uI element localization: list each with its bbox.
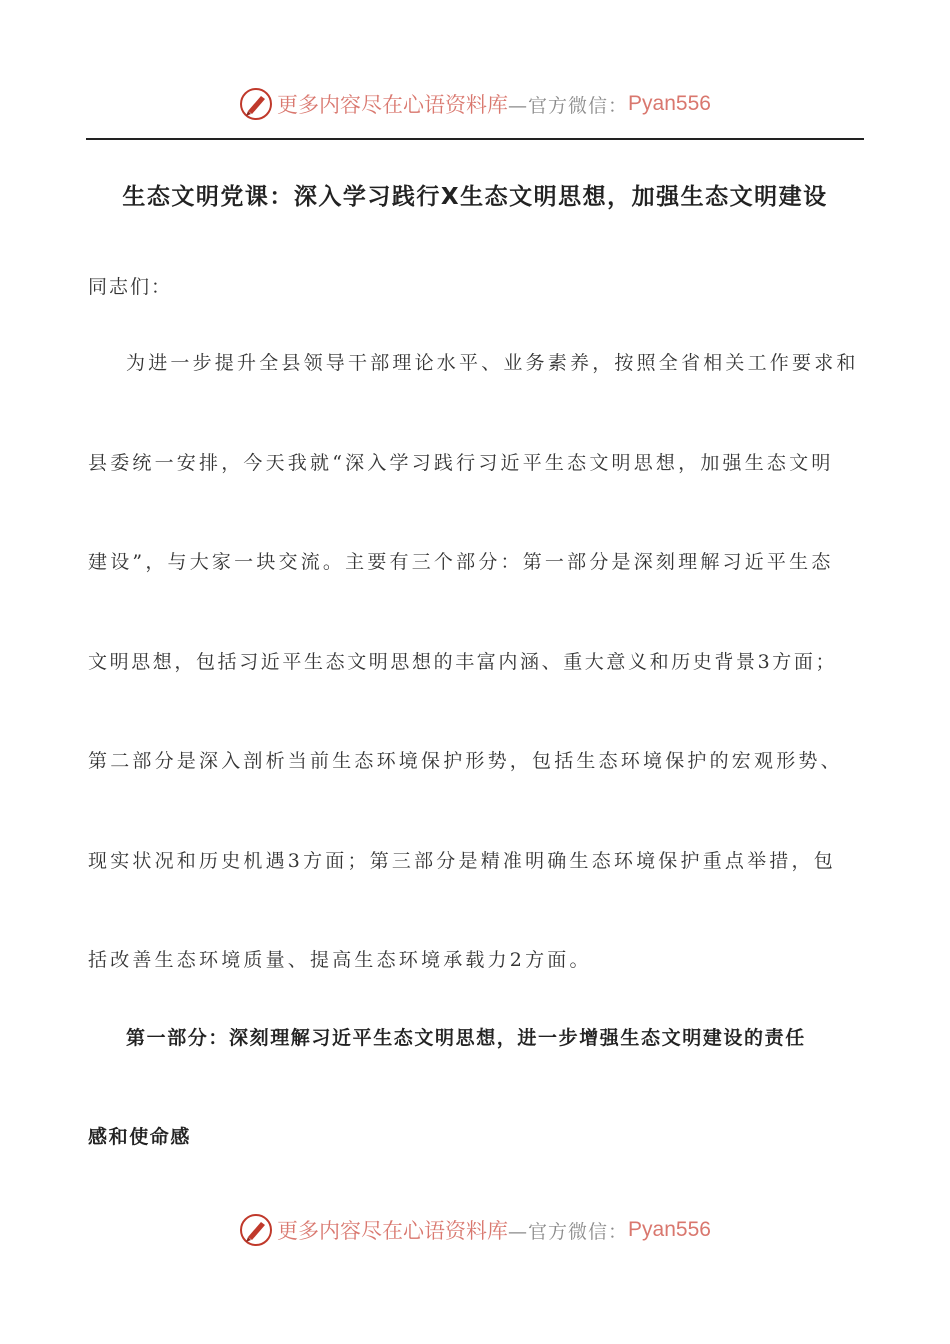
paragraph-line: 括改善生态环境质量、提高生态环境承载力2方面。: [88, 949, 592, 971]
pen-logo-icon: [239, 87, 273, 121]
watermark-wechat-id: Pyan556: [628, 92, 711, 115]
watermark-gray-text: —官方微信：: [508, 94, 629, 117]
document-title: 生态文明党课：深入学习践行X生态文明思想，加强生态文明建设: [122, 184, 828, 210]
section-heading-line: 感和使命感: [88, 1126, 192, 1148]
watermark-wechat-id: Pyan556: [628, 1218, 711, 1241]
header-divider: [86, 138, 864, 140]
paragraph-line: 建设”，与大家一块交流。主要有三个部分：第一部分是深刻理解习近平生态: [88, 551, 834, 573]
paragraph-line: 文明思想，包括习近平生态文明思想的丰富内涵、重大意义和历史背景3方面；: [88, 651, 838, 673]
watermark-red-text: 更多内容尽在心语资料库: [277, 1219, 509, 1243]
paragraph-line: 第二部分是深入剖析当前生态环境保护形势，包括生态环境保护的宏观形势、: [88, 750, 843, 772]
paragraph-line: 现实状况和历史机遇3方面；第三部分是精准明确生态环境保护重点举措，包: [88, 850, 836, 872]
paragraph-line: 县委统一安排，今天我就“深入学习践行习近平生态文明思想，加强生态文明: [88, 452, 834, 474]
watermark-footer: [0, 1210, 950, 1250]
watermark-red-text: 更多内容尽在心语资料库: [277, 93, 509, 117]
watermark-header: [0, 84, 950, 124]
salutation: 同志们：: [88, 276, 173, 298]
paragraph-line: 为进一步提升全县领导干部理论水平、业务素养，按照全省相关工作要求和: [126, 352, 859, 374]
pen-logo-icon: [239, 1213, 273, 1247]
section-heading-line: 第一部分：深刻理解习近平生态文明思想，进一步增强生态文明建设的责任: [126, 1027, 806, 1049]
watermark-gray-text: —官方微信：: [508, 1220, 629, 1243]
